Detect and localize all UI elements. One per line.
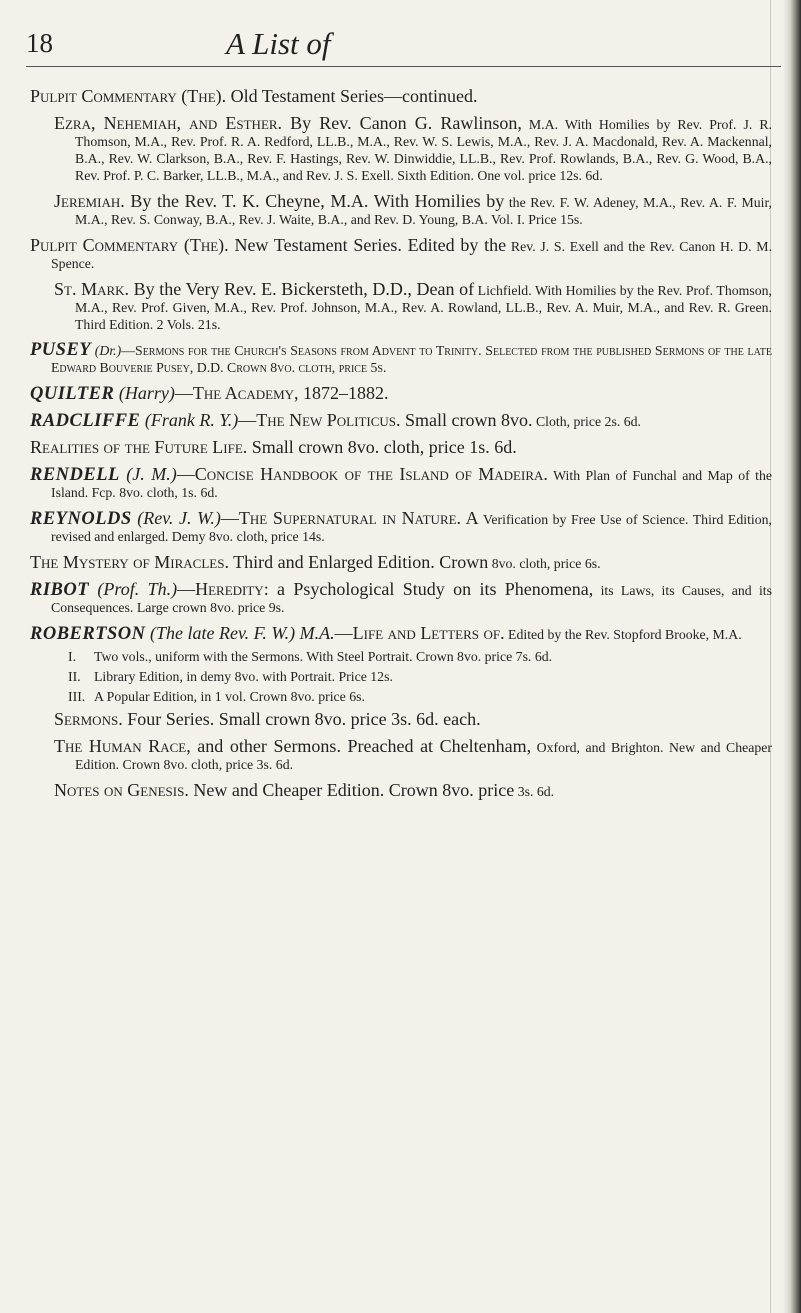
entry-radcliffe <box>30 412 772 430</box>
entry-lead-extra: a Psychological Study on its Phenomena, <box>268 579 594 599</box>
entry-author: ROBERTSON <box>30 624 146 644</box>
entry-lead: Pulpit Commentary (The). <box>30 86 227 106</box>
entry-jeremiah <box>54 193 772 228</box>
entry-lead-extra: Small crown 8vo. cloth, price 1s. 6d. <box>247 437 517 457</box>
edition-text: Library Edition, in demy 8vo. with Portrait. Price 12s. <box>94 669 393 684</box>
entry-author: REYNOLDS <box>30 509 132 529</box>
entry-author-extra: (Prof. Th.) <box>89 579 178 599</box>
entry-lead-extra: Old Testament Series—continued. <box>226 86 478 106</box>
entry-body: Oxford, and Brighton. New and Cheaper Edition. Crown 8vo. cloth, price 3s. 6d. <box>75 740 772 772</box>
entry-realities <box>30 439 772 457</box>
entry-lead-extra: Four Series. Small crown 8vo. price 3s. 6d. each. <box>122 709 481 729</box>
entry-ezra <box>54 115 772 184</box>
entry-author-extra: (J. M.) <box>119 464 177 484</box>
entry-lead-extra: By the Very Rev. E. Bickersteth, D.D., Dean of <box>129 279 475 299</box>
entry-lead: —The New Politicus. <box>238 410 401 430</box>
entry-reynolds <box>30 510 772 545</box>
entry-lead-extra: By the Rev. T. K. Cheyne, M.A. With Homilies by <box>124 191 505 211</box>
entry-body: With Plan of Funchal and Map of the Island. Fcp. 8vo. cloth, 1s. 6d. <box>51 468 772 500</box>
entry-sermons <box>54 711 772 729</box>
entry-lead: St. Mark. <box>54 279 130 299</box>
catalogue-list <box>30 88 772 809</box>
entry-author-extra: (Frank R. Y.) <box>140 410 239 430</box>
entry-body: its Laws, its Causes, and its Consequences. Large crown 8vo. price 9s. <box>51 583 772 615</box>
entry-lead-extra: New and Cheaper Edition. Crown 8vo. price <box>188 780 515 800</box>
entry-body: Lichfield. With Homilies by the Rev. Prof. Thomson, M.A., Rev. Prof. Given, M.A., Rev. Prof. Johnson, M.A., Rev. A. Rowland, LL.B., Rev. A. Muir, M.A., and Rev. R. Green. Third Edition. 2 Vols. 21s. <box>75 283 772 332</box>
entry-author: RIBOT <box>30 580 90 600</box>
entry-lead-extra: Third and Enlarged Edition. Crown <box>228 552 489 572</box>
running-title: A List of <box>226 26 331 61</box>
entry-lead: The Human Race, <box>54 736 191 756</box>
entry-st-mark <box>54 281 772 333</box>
header-rule <box>26 66 781 67</box>
edition-text: Two vols., uniform with the Sermons. With Steel Portrait. Crown 8vo. price 7s. 6d. <box>94 649 553 664</box>
entry-body: Rev. J. S. Exell and the Rev. Canon H. D. M. Spence. <box>51 239 773 271</box>
entry-lead: —Heredity: <box>177 579 269 599</box>
entry-author: RENDELL <box>30 465 120 485</box>
entry-pulpit-nt <box>30 237 772 272</box>
robertson-editions <box>54 648 772 705</box>
entry-lead-extra: Small crown 8vo. <box>400 410 533 430</box>
entry-quilter <box>30 385 772 403</box>
entry-lead: —Concise Handbook of the Island of Madeira. <box>176 464 548 484</box>
entry-lead-extra: By Rev. Canon G. Rawlinson, <box>282 113 522 133</box>
entry-lead-extra: New Testament Series. Edited by the <box>228 235 507 255</box>
entry-human-race <box>54 738 772 773</box>
entry-pulpit-ot <box>30 88 772 106</box>
entry-lead: —The Supernatural in Nature. A <box>220 508 479 528</box>
entry-lead: Jeremiah. <box>54 191 125 211</box>
entry-body: the Rev. F. W. Adeney, M.A., Rev. A. F. Muir, M.A., Rev. S. Conway, B.A., Rev. J. Waite, B.A., and Rev. D. Young, B.A. Vol. I. Price 15s. <box>75 195 772 227</box>
entry-ribot <box>30 581 772 616</box>
entry-lead: Sermons. <box>54 709 123 729</box>
edition-num: I. <box>68 649 77 664</box>
edition-num: II. <box>68 669 81 684</box>
edition-num: III. <box>68 689 86 704</box>
entry-lead: Ezra, Nehemiah, and Esther. <box>54 113 283 133</box>
entry-lead-extra: and other Sermons. Preached at Cheltenham, <box>190 736 532 756</box>
entry-lead: Pulpit Commentary (The). <box>30 235 229 255</box>
entry-pusey <box>30 342 772 376</box>
page-number: 18 <box>26 28 53 58</box>
entry-body: M.A. With Homilies by Rev. Prof. J. R. Thomson, M.A., Rev. Prof. R. A. Redford, LL.B., M.A., Rev. W. S. Lewis, M.A., Rev. J. A. Macdonald, Rev. A. Mackennal, B.A., Rev. W. Clarkson, B.A., Rev. F. Hastings, Rev. W. Dinwiddie, LL.B., Rev. Prof. Rowlands, B.A., Rev. G. Wood, B.A., Rev. Prof. P. C. Barker, LL.B., M.A., and Rev. J. S. Exell. Sixth Edition. One vol. price 12s. 6d. <box>75 117 772 183</box>
entry-body: 3s. 6d. <box>517 784 555 799</box>
entry-author-extra: (The late Rev. F. W.) M.A. <box>145 623 335 643</box>
entry-author: PUSEY <box>30 340 92 360</box>
entry-author-extra: (Harry) <box>114 383 175 403</box>
entry-body: Cloth, price 2s. 6d. <box>535 414 641 429</box>
entry-lead: Realities of the Future Life. <box>30 437 248 457</box>
entry-body: Verification by Free Use of Science. Third Edition, revised and enlarged. Demy 8vo. cloth, price 14s. <box>51 512 773 544</box>
entry-robertson <box>30 625 772 643</box>
edition-item <box>54 668 772 685</box>
entry-body: Edited by the Rev. Stopford Brooke, M.A. <box>508 627 742 642</box>
entry-notes-genesis <box>54 782 772 800</box>
entry-lead: —The Academy, 1872–1882. <box>174 383 389 403</box>
entry-mystery-miracles <box>30 554 772 572</box>
edition-text: A Popular Edition, in 1 vol. Crown 8vo. price 6s. <box>94 689 365 704</box>
entry-body: 8vo. cloth, price 6s. <box>491 556 601 571</box>
page-edge-shadow <box>783 0 801 1313</box>
edition-item <box>54 688 772 705</box>
entry-body: to Trinity. Selected from the published Sermons of the late Edward Bouverie Pusey, D.D. Crown 8vo. cloth, price 5s. <box>51 343 772 375</box>
entry-author: RADCLIFFE <box>30 411 141 431</box>
edition-item <box>54 648 772 665</box>
entry-rendell <box>30 466 772 501</box>
entry-lead: —Sermons for the Church's Seasons from Advent <box>121 343 416 358</box>
entry-lead: —Life and Letters of. <box>334 623 505 643</box>
entry-lead: Notes on Genesis. <box>54 780 189 800</box>
entry-author-extra: (Rev. J. W.) <box>131 508 221 528</box>
entry-author: QUILTER <box>30 384 115 404</box>
page-header <box>26 28 766 66</box>
entry-author-extra: (Dr.) <box>91 343 122 358</box>
entry-lead: The Mystery of Miracles. <box>30 552 229 572</box>
